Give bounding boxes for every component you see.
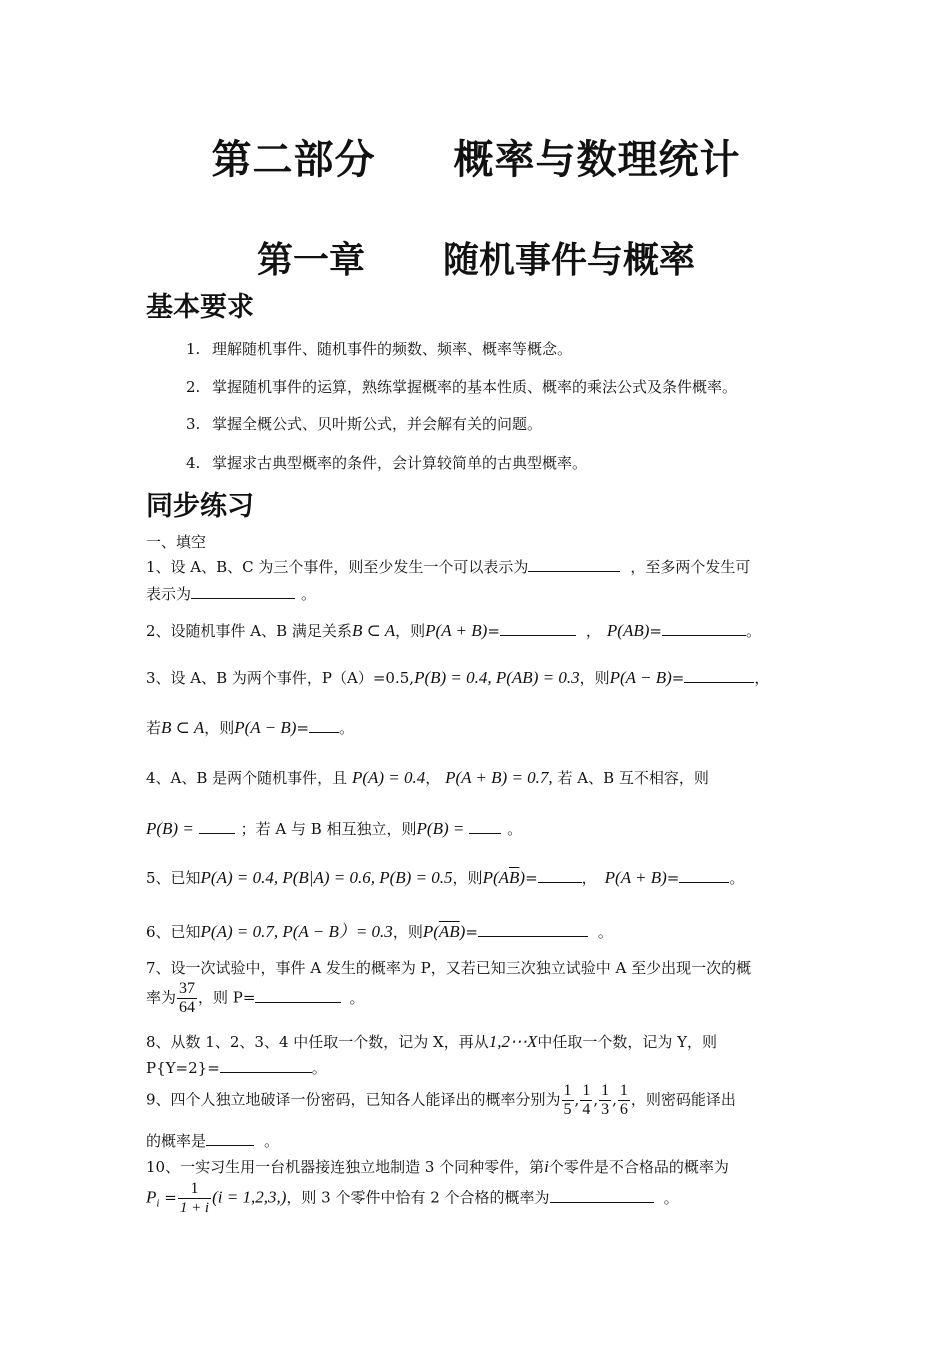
section-practice: 同步练习 (146, 491, 254, 522)
question-2: 2、设随机事件 A、B 满足关系B ⊂ A，则P(A + B)= ， P(AB)= 。 (146, 621, 761, 640)
question-10-cont: $P_i$ = $\frac{1}{1 + i}$ (i = 1,2,3,)，则 3 个零件中恰有 2 个合格的概率为 。 (146, 1180, 679, 1216)
question-1: 1、设 A、B、C 为三个事件，则至少发生一个可以表示为 ，至多两个发生可 (146, 558, 751, 576)
answer-blank[interactable] (255, 988, 341, 1003)
requirement-item: 4. 掌握求古典型概率的条件，会计算较简单的古典型概率。 (186, 454, 588, 472)
answer-blank[interactable] (528, 557, 620, 572)
answer-blank[interactable] (679, 868, 729, 883)
answer-blank[interactable] (199, 819, 235, 834)
question-4: 4、A、B 是两个随机事件，且 P(A) = 0.4， P(A + B) = 0.7, 若 A、B 互不相容，则 (146, 768, 709, 787)
question-8-cont: P{Y=2}= 。 (146, 1059, 327, 1077)
chapter-title (0, 232, 952, 283)
question-3-cont: 若B ⊂ A，则P(A − B)= 。 (146, 718, 354, 737)
question-4-cont: P(B) = ；若 A 与 B 相互独立，则P(B) = 。 (146, 819, 523, 838)
question-6: 6、已知P(A) = 0.7, P(A − B）= 0.3，则$P(\overline{AB})=$ 。 (146, 922, 613, 941)
question-3: 3、设 A、B 为两个事件，P（A）=0.5,P(B) = 0.4, P(AB) = 0.3，则P(A − B)= ， (146, 668, 770, 687)
requirement-item: 3. 掌握全概公式、贝叶斯公式，并会解有关的问题。 (186, 415, 543, 433)
part-label: 第二部分 (211, 136, 376, 183)
fraction: $\frac{1}{6}$ (619, 1082, 628, 1118)
answer-blank[interactable] (309, 718, 339, 733)
part-fill-heading: 一、填空 (146, 533, 207, 551)
chapter-name: 随机事件与概率 (443, 239, 696, 281)
answer-blank[interactable] (220, 1058, 312, 1073)
question-8: 8、从数 1、2、3、4 中任取一个数，记为 X，再从1,2⋯X中任取一个数，记为 Y，则 (146, 1032, 718, 1051)
question-1-cont: 表示为 。 (146, 585, 317, 603)
requirement-item: 2. 掌握随机事件的运算，熟练掌握概率的基本性质、概率的乘法公式及条件概率。 (186, 378, 738, 396)
requirement-item: 1. 理解随机事件、随机事件的频数、频率、概率等概念。 (186, 340, 573, 358)
answer-blank[interactable] (206, 1131, 254, 1146)
answer-blank[interactable] (550, 1188, 654, 1203)
answer-blank[interactable] (478, 922, 588, 937)
answer-blank[interactable] (538, 868, 582, 883)
fraction: $\frac{1}{3}$ (601, 1082, 610, 1118)
answer-blank[interactable] (500, 621, 576, 636)
question-9: 9、四个人独立地破译一份密码，已知各人能译出的概率分别为 $\frac{1}{5}$ , $\frac{1}{4}$ , $\frac{1}{3}$ , $\frac{1}{6}$ ，则密码能译出 (146, 1082, 736, 1118)
answer-blank[interactable] (662, 621, 746, 636)
section-basic-requirements: 基本要求 (146, 292, 254, 323)
part-name: 概率与数理统计 (453, 136, 741, 183)
chapter-label: 第一章 (256, 239, 365, 281)
answer-blank[interactable] (191, 584, 295, 599)
question-9-cont: 的概率是 。 (146, 1132, 280, 1150)
fraction: $\frac{1}{1 + i}$ (179, 1180, 210, 1216)
fraction: $\frac{1}{5}$ (563, 1082, 572, 1118)
question-10: 10、一实习生用一台机器接连独立地制造 3 个同种零件，第i个零件是不合格品的概率为 (146, 1157, 729, 1176)
answer-blank[interactable] (469, 819, 501, 834)
answer-blank[interactable] (684, 668, 754, 683)
part-title (0, 128, 952, 185)
fraction: $\frac{37}{64}$ (179, 980, 196, 1016)
question-7-cont: 率为 $\frac{37}{64}$ ，则 P= 。 (146, 980, 365, 1016)
question-5: 5、已知P(A) = 0.4, P(B|A) = 0.6, P(B) = 0.5，则$P(A\overline{B})=$ ， P(A + B)= 。 (146, 868, 745, 887)
question-7: 7、设一次试验中，事件 A 发生的概率为 P，又若已知三次独立试验中 A 至少出现一次的概 (146, 959, 752, 977)
fraction: $\frac{1}{4}$ (582, 1082, 591, 1118)
